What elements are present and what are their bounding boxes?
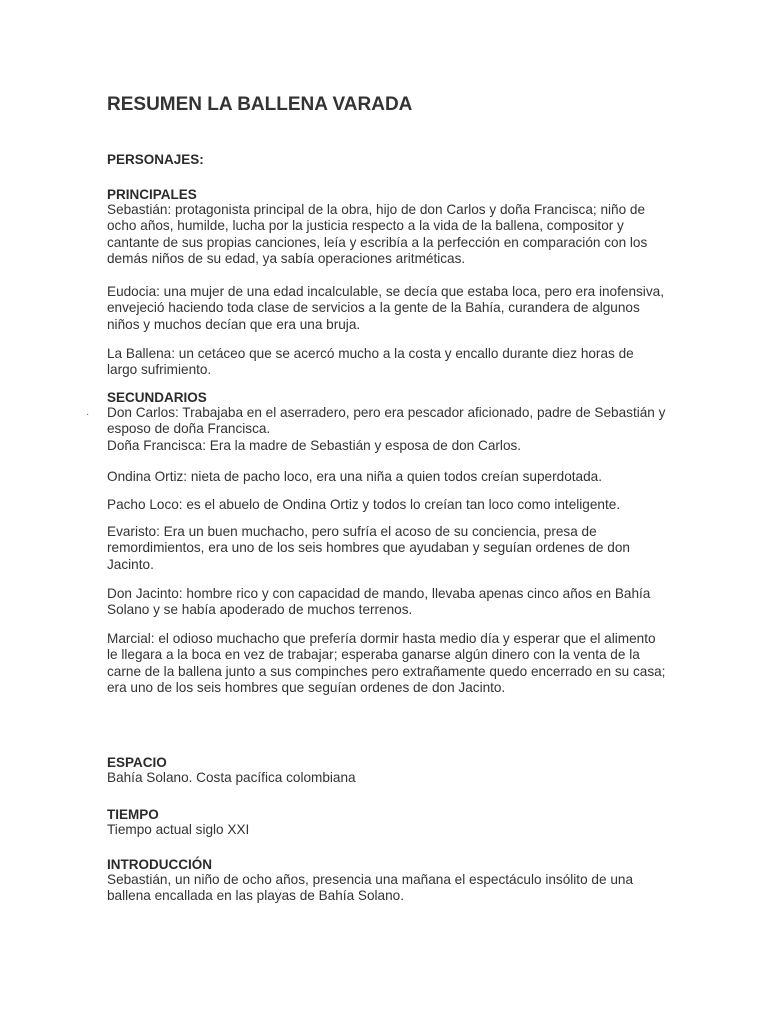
secundarios-heading: SECUNDARIOS xyxy=(107,390,207,405)
character-ballena: La Ballena: un cetáceo que se acercó mucho a la costa y encallo durante diez horas de largo sufrimiento. xyxy=(107,346,634,378)
espacio-heading: ESPACIO xyxy=(107,755,167,770)
personajes-heading: PERSONAJES: xyxy=(107,152,204,167)
character-sebastian: Sebastián: protagonista principal de la obra, hijo de don Carlos y doña Francisca; niño de ocho años, humilde, lucha por la justicia respecto a la vida de la ballena, compositor y cantante de sus propias canciones, leía y escribía a la perfección en comparación con los demás niños de su edad, ya sabía operaciones aritméticas. xyxy=(107,202,648,266)
principales-heading: PRINCIPALES xyxy=(107,187,197,202)
introduccion-text: Sebastián, un niño de ocho años, presencia una mañana el espectáculo insólito de una ballena encallada en las playas de Bahía Solano. xyxy=(107,872,634,904)
character-don-jacinto: Don Jacinto: hombre rico y con capacidad de mando, llevaba apenas cinco años en Bahía Solano y se había apoderado de muchos terrenos. xyxy=(107,586,651,618)
principales-section xyxy=(107,187,667,267)
secundarios-section xyxy=(107,390,667,454)
introduccion-heading: INTRODUCCIÓN xyxy=(107,857,212,872)
espacio-section xyxy=(107,755,667,786)
introduccion-section xyxy=(107,857,667,905)
character-dona-francisca: Doña Francisca: Era la madre de Sebastián y esposa de don Carlos. xyxy=(107,437,522,453)
tiempo-text: Tiempo actual siglo XXI xyxy=(107,822,250,837)
character-evaristo: Evaristo: Era un buen muchacho, pero sufría el acoso de su conciencia, presa de remordimientos, era uno de los seis hombres que ayudaban y seguían ordenes de don Jacinto. xyxy=(107,524,630,572)
character-eudocia: Eudocia: una mujer de una edad incalculable, se decía que estaba loca, pero era inofensiva, envejeció haciendo toda clase de servicios a la gente de la Bahía, curandera de algunos niños y muchos decían que era una bruja. xyxy=(107,284,664,332)
character-ondina-ortiz: Ondina Ortiz: nieta de pacho loco, era una niña a quien todos creían superdotada. xyxy=(107,469,602,484)
character-pacho-loco: Pacho Loco: es el abuelo de Ondina Ortiz y todos lo creían tan loco como inteligente. xyxy=(107,497,621,512)
document-title: RESUMEN LA BALLENA VARADA xyxy=(107,94,413,115)
character-marcial: Marcial: el odioso muchacho que prefería dormir hasta medio día y esperar que el alimento le llegara a la boca en vez de trabajar; esperaba ganarse algún dinero con la venta de la carne de la ballena junto a sus compinches pero extrañamente quedo encerrado en su casa; era uno de los seis hombres que seguían ordenes de don Jacinto. xyxy=(107,631,666,695)
espacio-text: Bahía Solano. Costa pacífica colombiana xyxy=(107,770,356,785)
tiempo-heading: TIEMPO xyxy=(107,807,159,822)
character-don-carlos: Don Carlos: Trabajaba en el aserradero, pero era pescador aficionado, padre de Sebastián y esposo de doña Francisca. xyxy=(107,405,666,437)
stray-bullet-mark: · xyxy=(86,409,90,420)
tiempo-section xyxy=(107,807,667,838)
